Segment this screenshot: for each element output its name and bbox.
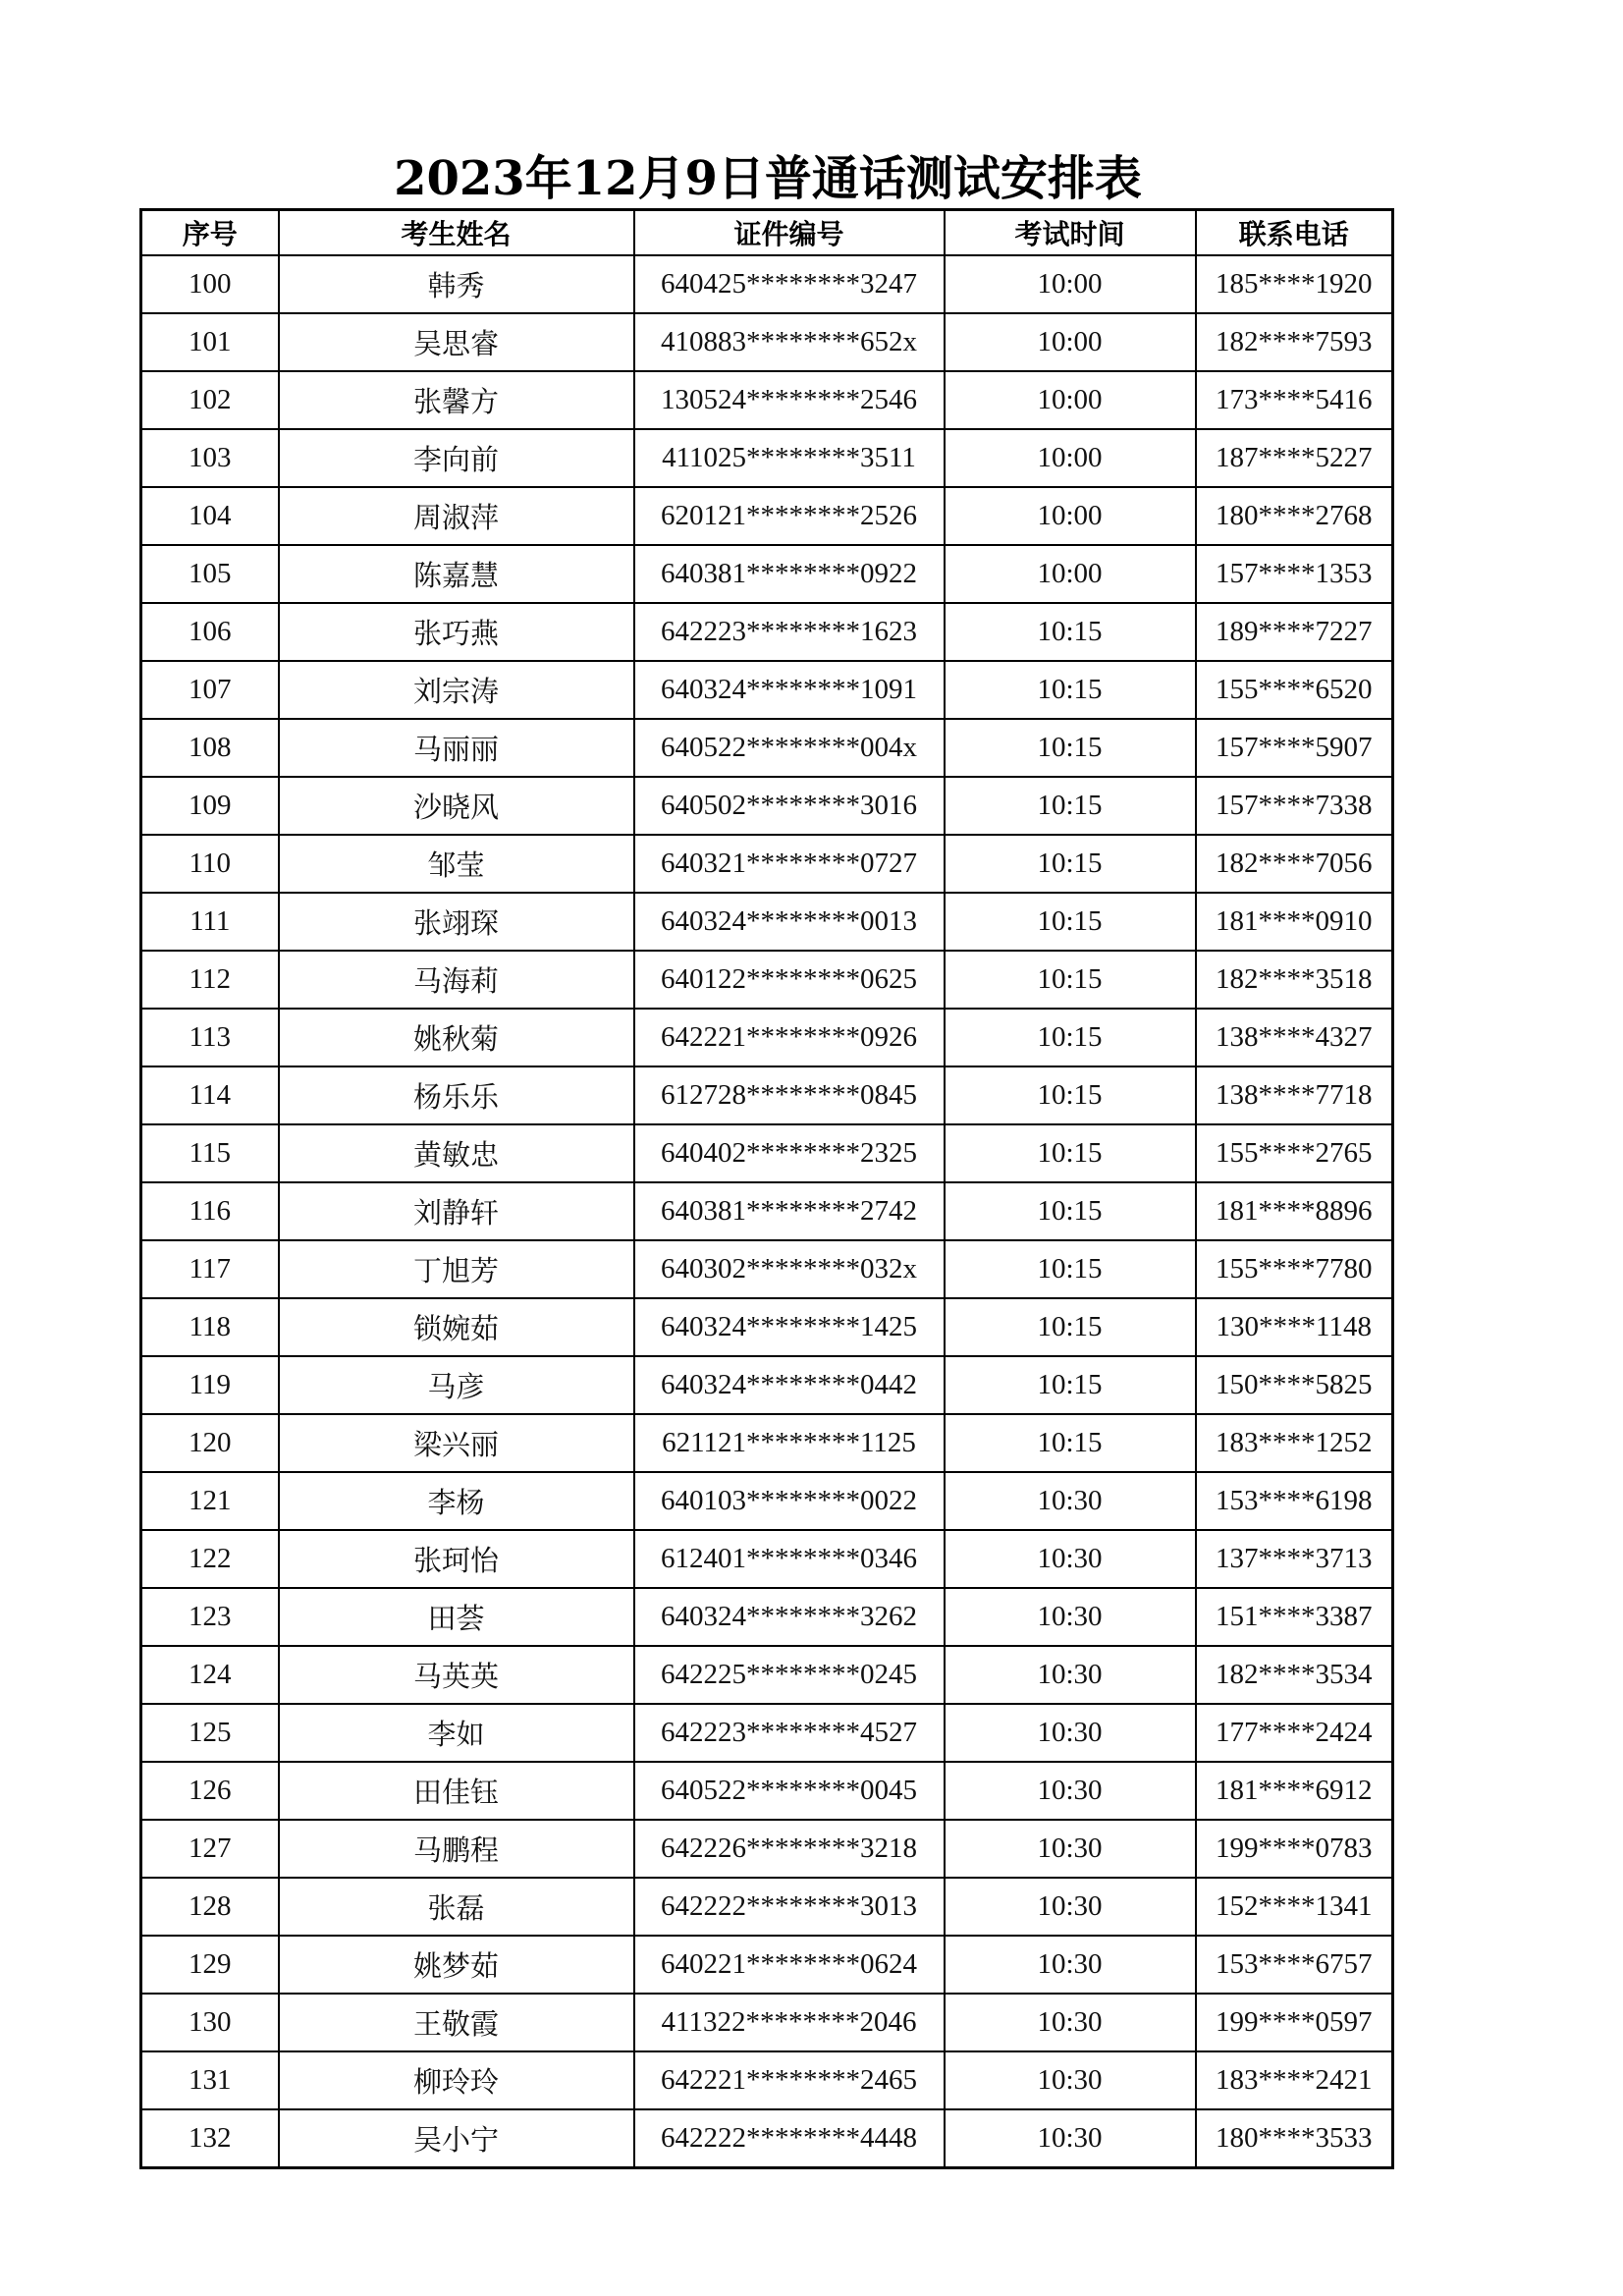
cell-phone: 177****2424 <box>1196 1704 1393 1762</box>
cell-id-number: 612728********0845 <box>634 1066 945 1124</box>
cell-id-number: 640502********3016 <box>634 777 945 835</box>
cell-name: 柳玲玲 <box>279 2051 634 2109</box>
cell-serial: 100 <box>141 255 279 313</box>
cell-serial: 130 <box>141 1994 279 2051</box>
cell-phone: 138****7718 <box>1196 1066 1393 1124</box>
cell-serial: 113 <box>141 1009 279 1066</box>
cell-serial: 121 <box>141 1472 279 1530</box>
cell-name: 邹莹 <box>279 835 634 893</box>
cell-name: 田荟 <box>279 1588 634 1646</box>
cell-name: 沙晓风 <box>279 777 634 835</box>
table-row <box>141 603 1393 661</box>
cell-phone: 150****5825 <box>1196 1356 1393 1414</box>
cell-name: 吴小宁 <box>279 2109 634 2168</box>
cell-phone: 183****2421 <box>1196 2051 1393 2109</box>
cell-phone: 157****7338 <box>1196 777 1393 835</box>
table-row <box>141 429 1393 487</box>
table-row <box>141 1240 1393 1298</box>
table-row <box>141 255 1393 313</box>
cell-phone: 182****3534 <box>1196 1646 1393 1704</box>
cell-id-number: 410883********652x <box>634 313 945 371</box>
cell-exam-time: 10:30 <box>945 1936 1196 1994</box>
cell-id-number: 612401********0346 <box>634 1530 945 1588</box>
cell-serial: 114 <box>141 1066 279 1124</box>
header-id-number: 证件编号 <box>634 210 945 256</box>
cell-id-number: 411025********3511 <box>634 429 945 487</box>
cell-exam-time: 10:00 <box>945 255 1196 313</box>
cell-id-number: 640522********0045 <box>634 1762 945 1820</box>
cell-serial: 124 <box>141 1646 279 1704</box>
cell-serial: 107 <box>141 661 279 719</box>
table-row <box>141 1588 1393 1646</box>
cell-serial: 106 <box>141 603 279 661</box>
cell-phone: 180****2768 <box>1196 487 1393 545</box>
cell-serial: 123 <box>141 1588 279 1646</box>
cell-name: 刘宗涛 <box>279 661 634 719</box>
cell-id-number: 640302********032x <box>634 1240 945 1298</box>
cell-serial: 126 <box>141 1762 279 1820</box>
cell-serial: 101 <box>141 313 279 371</box>
cell-id-number: 640324********0013 <box>634 893 945 951</box>
cell-id-number: 640103********0022 <box>634 1472 945 1530</box>
cell-serial: 127 <box>141 1820 279 1878</box>
cell-serial: 129 <box>141 1936 279 1994</box>
cell-exam-time: 10:15 <box>945 1124 1196 1182</box>
cell-exam-time: 10:15 <box>945 777 1196 835</box>
cell-exam-time: 10:15 <box>945 661 1196 719</box>
table-row <box>141 1646 1393 1704</box>
cell-name: 梁兴丽 <box>279 1414 634 1472</box>
cell-id-number: 411322********2046 <box>634 1994 945 2051</box>
cell-id-number: 640381********2742 <box>634 1182 945 1240</box>
page-title: 2023年12月9日普通话测试安排表 <box>394 151 1142 206</box>
cell-id-number: 640324********0442 <box>634 1356 945 1414</box>
cell-name: 马英英 <box>279 1646 634 1704</box>
cell-phone: 173****5416 <box>1196 371 1393 429</box>
cell-phone: 181****8896 <box>1196 1182 1393 1240</box>
cell-phone: 157****5907 <box>1196 719 1393 777</box>
cell-exam-time: 10:15 <box>945 1414 1196 1472</box>
cell-id-number: 640321********0727 <box>634 835 945 893</box>
cell-exam-time: 10:15 <box>945 835 1196 893</box>
cell-name: 张巧燕 <box>279 603 634 661</box>
cell-serial: 120 <box>141 1414 279 1472</box>
cell-id-number: 640122********0625 <box>634 951 945 1009</box>
cell-name: 锁婉茹 <box>279 1298 634 1356</box>
cell-phone: 199****0783 <box>1196 1820 1393 1878</box>
cell-phone: 152****1341 <box>1196 1878 1393 1936</box>
cell-name: 马彦 <box>279 1356 634 1414</box>
cell-id-number: 642221********0926 <box>634 1009 945 1066</box>
cell-phone: 138****4327 <box>1196 1009 1393 1066</box>
header-phone: 联系电话 <box>1196 210 1393 256</box>
cell-phone: 151****3387 <box>1196 1588 1393 1646</box>
cell-serial: 116 <box>141 1182 279 1240</box>
cell-id-number: 642223********4527 <box>634 1704 945 1762</box>
table-row <box>141 951 1393 1009</box>
table-row <box>141 1414 1393 1472</box>
cell-exam-time: 10:15 <box>945 1009 1196 1066</box>
cell-phone: 182****7593 <box>1196 313 1393 371</box>
cell-serial: 131 <box>141 2051 279 2109</box>
cell-exam-time: 10:15 <box>945 1182 1196 1240</box>
table-row <box>141 661 1393 719</box>
cell-phone: 181****6912 <box>1196 1762 1393 1820</box>
cell-serial: 118 <box>141 1298 279 1356</box>
table-row <box>141 1124 1393 1182</box>
cell-serial: 102 <box>141 371 279 429</box>
cell-exam-time: 10:15 <box>945 1240 1196 1298</box>
cell-id-number: 642222********4448 <box>634 2109 945 2168</box>
cell-exam-time: 10:30 <box>945 1588 1196 1646</box>
cell-exam-time: 10:00 <box>945 313 1196 371</box>
cell-exam-time: 10:30 <box>945 2109 1196 2168</box>
table-row <box>141 1878 1393 1936</box>
cell-exam-time: 10:30 <box>945 1994 1196 2051</box>
cell-id-number: 130524********2546 <box>634 371 945 429</box>
cell-name: 黄敏忠 <box>279 1124 634 1182</box>
cell-exam-time: 10:15 <box>945 893 1196 951</box>
cell-phone: 183****1252 <box>1196 1414 1393 1472</box>
table-row <box>141 1009 1393 1066</box>
cell-id-number: 640324********1425 <box>634 1298 945 1356</box>
cell-name: 刘静轩 <box>279 1182 634 1240</box>
cell-exam-time: 10:30 <box>945 1878 1196 1936</box>
cell-serial: 115 <box>141 1124 279 1182</box>
cell-name: 张馨方 <box>279 371 634 429</box>
cell-name: 田佳钰 <box>279 1762 634 1820</box>
cell-exam-time: 10:15 <box>945 719 1196 777</box>
table-row <box>141 2109 1393 2168</box>
table-row <box>141 545 1393 603</box>
cell-id-number: 642223********1623 <box>634 603 945 661</box>
cell-id-number: 640324********1091 <box>634 661 945 719</box>
table-row <box>141 1182 1393 1240</box>
cell-serial: 104 <box>141 487 279 545</box>
cell-serial: 117 <box>141 1240 279 1298</box>
cell-name: 马丽丽 <box>279 719 634 777</box>
cell-name: 马鹏程 <box>279 1820 634 1878</box>
cell-exam-time: 10:15 <box>945 1298 1196 1356</box>
cell-exam-time: 10:00 <box>945 487 1196 545</box>
cell-name: 吴思睿 <box>279 313 634 371</box>
cell-name: 王敬霞 <box>279 1994 634 2051</box>
table-row <box>141 1936 1393 1994</box>
table-row <box>141 313 1393 371</box>
cell-serial: 109 <box>141 777 279 835</box>
cell-phone: 180****3533 <box>1196 2109 1393 2168</box>
cell-id-number: 640425********3247 <box>634 255 945 313</box>
cell-serial: 103 <box>141 429 279 487</box>
cell-serial: 108 <box>141 719 279 777</box>
cell-serial: 125 <box>141 1704 279 1762</box>
table-row <box>141 1762 1393 1820</box>
cell-name: 张磊 <box>279 1878 634 1936</box>
cell-phone: 182****3518 <box>1196 951 1393 1009</box>
cell-serial: 111 <box>141 893 279 951</box>
cell-id-number: 620121********2526 <box>634 487 945 545</box>
table-row <box>141 1820 1393 1878</box>
cell-exam-time: 10:15 <box>945 1356 1196 1414</box>
cell-exam-time: 10:00 <box>945 545 1196 603</box>
cell-name: 韩秀 <box>279 255 634 313</box>
cell-phone: 137****3713 <box>1196 1530 1393 1588</box>
cell-exam-time: 10:30 <box>945 1646 1196 1704</box>
cell-name: 李杨 <box>279 1472 634 1530</box>
table-row <box>141 1066 1393 1124</box>
table-row <box>141 1530 1393 1588</box>
table-row <box>141 1472 1393 1530</box>
cell-name: 张珂怡 <box>279 1530 634 1588</box>
schedule-table <box>139 208 1394 2169</box>
cell-serial: 128 <box>141 1878 279 1936</box>
header-exam-time: 考试时间 <box>945 210 1196 256</box>
cell-serial: 112 <box>141 951 279 1009</box>
cell-phone: 189****7227 <box>1196 603 1393 661</box>
cell-exam-time: 10:30 <box>945 1472 1196 1530</box>
cell-name: 姚梦茹 <box>279 1936 634 1994</box>
cell-phone: 155****7780 <box>1196 1240 1393 1298</box>
cell-phone: 155****6520 <box>1196 661 1393 719</box>
cell-name: 李如 <box>279 1704 634 1762</box>
cell-exam-time: 10:15 <box>945 951 1196 1009</box>
cell-name: 陈嘉慧 <box>279 545 634 603</box>
table-row <box>141 2051 1393 2109</box>
cell-id-number: 640324********3262 <box>634 1588 945 1646</box>
table-row <box>141 1356 1393 1414</box>
cell-serial: 110 <box>141 835 279 893</box>
table-row <box>141 893 1393 951</box>
cell-exam-time: 10:15 <box>945 603 1196 661</box>
table-body <box>141 255 1393 2168</box>
cell-phone: 181****0910 <box>1196 893 1393 951</box>
cell-name: 马海莉 <box>279 951 634 1009</box>
cell-name: 张翊琛 <box>279 893 634 951</box>
cell-id-number: 642226********3218 <box>634 1820 945 1878</box>
cell-serial: 132 <box>141 2109 279 2168</box>
cell-id-number: 640402********2325 <box>634 1124 945 1182</box>
table-row <box>141 1704 1393 1762</box>
table-row <box>141 835 1393 893</box>
cell-phone: 155****2765 <box>1196 1124 1393 1182</box>
table-row <box>141 1994 1393 2051</box>
cell-id-number: 642221********2465 <box>634 2051 945 2109</box>
table-row <box>141 371 1393 429</box>
cell-id-number: 640522********004x <box>634 719 945 777</box>
table-row <box>141 1298 1393 1356</box>
cell-name: 姚秋菊 <box>279 1009 634 1066</box>
cell-id-number: 621121********1125 <box>634 1414 945 1472</box>
cell-name: 李向前 <box>279 429 634 487</box>
cell-id-number: 642222********3013 <box>634 1878 945 1936</box>
cell-exam-time: 10:00 <box>945 371 1196 429</box>
table-row <box>141 719 1393 777</box>
cell-exam-time: 10:30 <box>945 2051 1196 2109</box>
cell-id-number: 642225********0245 <box>634 1646 945 1704</box>
cell-phone: 199****0597 <box>1196 1994 1393 2051</box>
cell-exam-time: 10:30 <box>945 1820 1196 1878</box>
cell-serial: 119 <box>141 1356 279 1414</box>
cell-phone: 185****1920 <box>1196 255 1393 313</box>
header-serial: 序号 <box>141 210 279 256</box>
table-row <box>141 487 1393 545</box>
cell-exam-time: 10:30 <box>945 1530 1196 1588</box>
cell-phone: 153****6757 <box>1196 1936 1393 1994</box>
cell-exam-time: 10:15 <box>945 1066 1196 1124</box>
cell-name: 丁旭芳 <box>279 1240 634 1298</box>
table-header-row <box>141 210 1393 256</box>
cell-phone: 187****5227 <box>1196 429 1393 487</box>
cell-serial: 122 <box>141 1530 279 1588</box>
cell-phone: 130****1148 <box>1196 1298 1393 1356</box>
cell-exam-time: 10:30 <box>945 1762 1196 1820</box>
cell-serial: 105 <box>141 545 279 603</box>
header-name: 考生姓名 <box>279 210 634 256</box>
cell-exam-time: 10:00 <box>945 429 1196 487</box>
cell-id-number: 640221********0624 <box>634 1936 945 1994</box>
cell-name: 周淑萍 <box>279 487 634 545</box>
cell-phone: 153****6198 <box>1196 1472 1393 1530</box>
cell-phone: 182****7056 <box>1196 835 1393 893</box>
cell-name: 杨乐乐 <box>279 1066 634 1124</box>
table-row <box>141 777 1393 835</box>
cell-exam-time: 10:30 <box>945 1704 1196 1762</box>
cell-id-number: 640381********0922 <box>634 545 945 603</box>
cell-phone: 157****1353 <box>1196 545 1393 603</box>
